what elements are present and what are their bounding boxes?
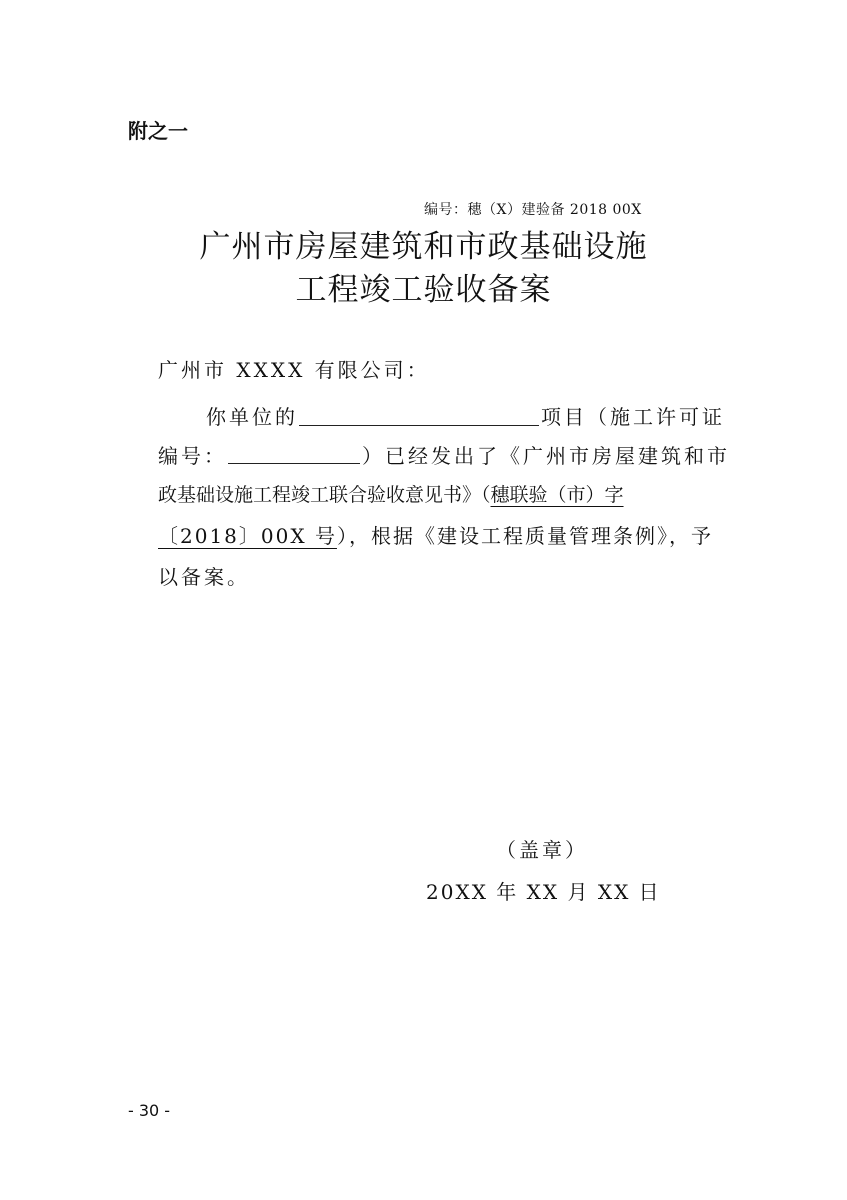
issue-date: 20XX 年 XX 月 XX 日 (426, 880, 661, 904)
addressee: 广州市 XXXX 有限公司： (158, 358, 430, 382)
permit-number-blank (228, 463, 360, 464)
attachment-label: 附之一 (128, 119, 188, 143)
body-line-2-prefix: 编号： (158, 444, 227, 468)
body-line-4-text: ），根据《建设工程质量管理条例》，予 (336, 524, 713, 548)
body-line-1-suffix: 项目（施工许可证 (541, 405, 725, 429)
body-line-5: 以备案。 (158, 565, 250, 589)
body-line-2-suffix: ）已经发出了《广州市房屋建筑和市 (362, 444, 730, 468)
approval-reference-part-1: 穗联验（市）字 (490, 484, 624, 506)
document-title-line-2: 工程竣工验收备案 (295, 272, 552, 308)
seal-label: （盖章） (496, 838, 588, 862)
project-name-blank (299, 425, 539, 426)
page-number: - 30 - (128, 1101, 171, 1120)
body-line-1-prefix: 你单位的 (206, 405, 298, 429)
document-title-line-1: 广州市房屋建筑和市政基础设施 (199, 229, 648, 265)
document-number: 编号：穗（X）建验备 2018 00X (424, 202, 642, 218)
approval-reference-part-2: 〔2018〕00X 号 (158, 524, 337, 548)
body-line-3-text: 政基础设施工程竣工联合验收意见书》（ (158, 484, 491, 506)
